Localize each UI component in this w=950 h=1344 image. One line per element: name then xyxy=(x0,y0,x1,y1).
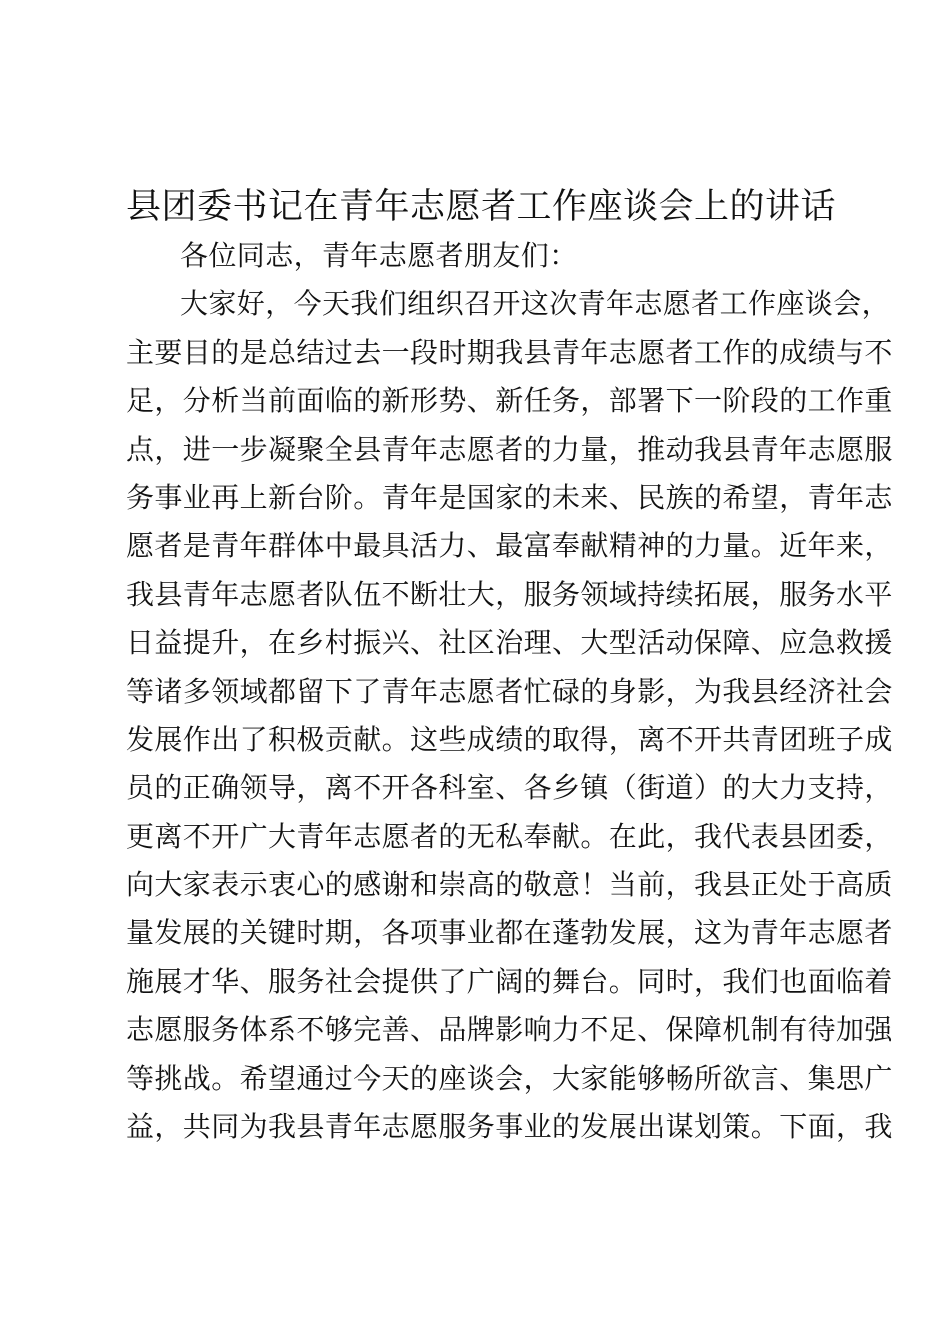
paragraph-line: 施展才华、服务社会提供了广阔的舞台。同时，我们也面临着 xyxy=(126,964,893,998)
paragraph-line: 足，分析当前面临的新形势、新任务，部署下一阶段的工作重 xyxy=(126,384,893,418)
paragraph-line: 等诸多领域都留下了青年志愿者忙碌的身影，为我县经济社会 xyxy=(126,674,893,708)
paragraph-line: 愿者是青年群体中最具活力、最富奉献精神的力量。近年来， xyxy=(126,529,893,563)
paragraph-line: 大家好，今天我们组织召开这次青年志愿者工作座谈会， xyxy=(180,287,891,321)
paragraph-line: 主要目的是总结过去一段时期我县青年志愿者工作的成绩与不 xyxy=(126,335,893,369)
paragraph-line: 更离不开广大青年志愿者的无私奉献。在此，我代表县团委， xyxy=(126,819,893,853)
paragraph-line: 务事业再上新台阶。青年是国家的未来、民族的希望，青年志 xyxy=(126,480,893,514)
paragraph-line: 我县青年志愿者队伍不断壮大，服务领域持续拓展，服务水平 xyxy=(126,577,893,611)
paragraph-line: 量发展的关键时期，各项事业都在蓬勃发展，这为青年志愿者 xyxy=(126,916,893,950)
paragraph-line: 员的正确领导，离不开各科室、各乡镇（街道）的大力支持， xyxy=(126,771,893,805)
paragraph-line: 益，共同为我县青年志愿服务事业的发展出谋划策。下面，我 xyxy=(126,1110,893,1144)
paragraph-line: 志愿服务体系不够完善、品牌影响力不足、保障机制有待加强 xyxy=(126,1013,893,1047)
paragraph-line: 发展作出了积极贡献。这些成绩的取得，离不开共青团班子成 xyxy=(126,722,893,756)
salutation-line: 各位同志，青年志愿者朋友们： xyxy=(180,239,578,272)
paragraph-line: 等挑战。希望通过今天的座谈会，大家能够畅所欲言、集思广 xyxy=(126,1061,893,1095)
document-body xyxy=(126,232,893,1151)
paragraph-line: 向大家表示衷心的感谢和崇高的敬意！当前，我县正处于高质 xyxy=(126,868,893,902)
paragraph-line: 日益提升，在乡村振兴、社区治理、大型活动保障、应急救援 xyxy=(126,626,893,660)
document-title: 县团委书记在青年志愿者工作座谈会上的讲话 xyxy=(126,187,837,227)
paragraph-line: 点，进一步凝聚全县青年志愿者的力量，推动我县青年志愿服 xyxy=(126,432,893,466)
